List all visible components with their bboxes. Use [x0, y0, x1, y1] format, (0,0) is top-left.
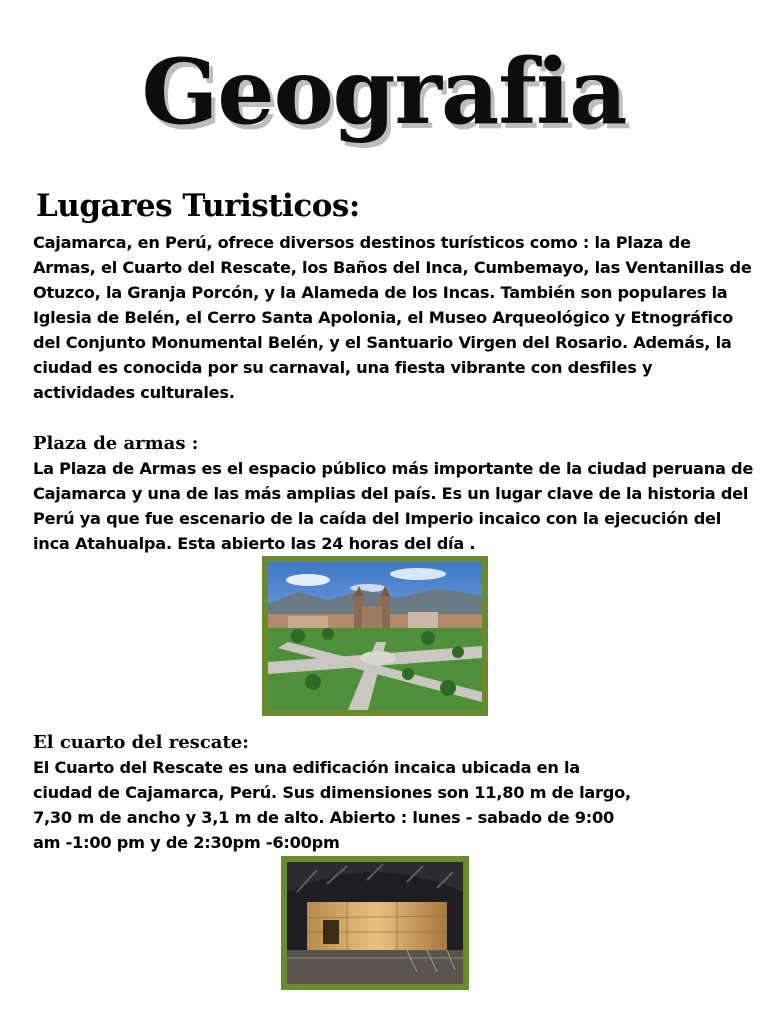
cuarto-heading: El cuarto del rescate: — [33, 732, 249, 753]
cuarto-paragraph: El Cuarto del Rescate es una edificación incaica ubicada en la ciudad de Cajamarca, Perú. Sus dimensiones son 11,80 m de largo, 7,30 m de ancho y 3,1 m de alto. Abierto : lunes - sabado de 9:00 am -1:00 pm y de 2:30pm -6:00pm — [33, 758, 631, 852]
cuarto-del-rescate-photo — [281, 856, 469, 990]
plaza-paragraph: La Plaza de Armas es el espacio público más importante de la ciudad peruana de Cajamarca y una de las más amplias del país. Es un lugar clave de la historia del Perú ya que fue escenario de la caída del Imperio incaico con la ejecución del inca Atahualpa. Esta abierto las 24 horas del día . — [33, 459, 754, 553]
plaza-de-armas-photo — [262, 556, 488, 716]
intro-paragraph: Cajamarca, en Perú, ofrece diversos destinos turísticos como : la Plaza de Armas, el Cuarto del Rescate, los Baños del Inca, Cumbemayo, las Ventanillas de Otuzco, la Granja Porcón, y la Alameda de los Incas. También son populares la Iglesia de Belén, el Cerro Santa Apolonia, el Museo Arqueológico y Etnográfico del Conjunto Monumental Belén, y el Santuario Virgen del Rosario. Además, la ciudad es conocida por su carnaval, una fiesta vibrante con desfiles y actividades culturales. — [33, 233, 752, 402]
plaza-heading: Plaza de armas : — [33, 433, 199, 454]
section-heading: Lugares Turisticos: — [36, 188, 360, 224]
page-title: Geografia — [141, 39, 627, 145]
